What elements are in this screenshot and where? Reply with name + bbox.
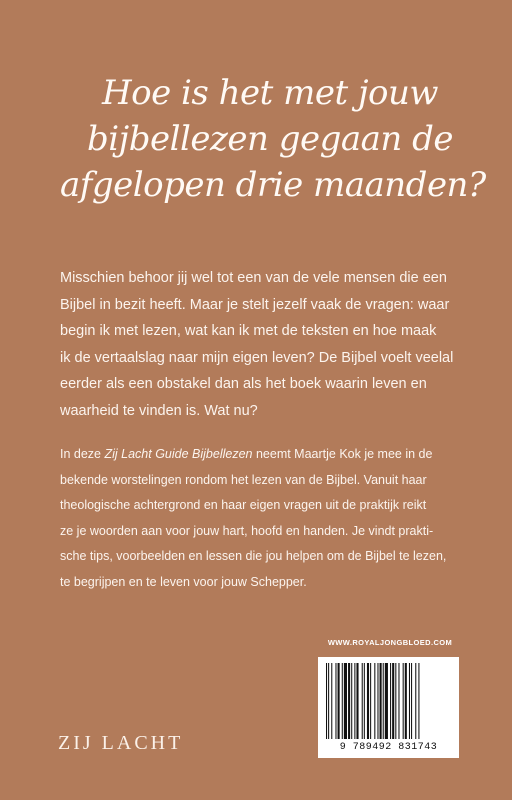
text-line: Bijbel in bezit heeft. Maar je stelt jezelf vaak de vragen: waar — [60, 296, 450, 313]
text-line: ze je woorden aan voor jouw hart, hoofd en handen. Je vindt prakti- — [60, 523, 434, 538]
barcode-bar — [385, 663, 388, 739]
publisher-url: WWW.ROYALJONGBLOED.COM — [327, 638, 453, 647]
headline-line: bijbellezen gegaan de — [87, 119, 453, 159]
barcode-bar — [362, 663, 363, 739]
barcode-bar — [392, 663, 394, 739]
isbn-number: 9 789492 831743 — [339, 742, 438, 753]
barcode-bar — [374, 663, 375, 739]
barcode-bar — [335, 663, 336, 739]
barcode-bar — [403, 663, 404, 739]
text-line: begin ik met lezen, wat kan ik met de teksten en hoe maak — [60, 323, 437, 339]
text-line: eerder als een obstakel dan als het boek waarin leven en — [60, 376, 427, 392]
text-fragment: In deze — [60, 447, 105, 461]
barcode-bar — [342, 663, 343, 739]
text-line: Misschien behoor jij wel tot een van de vele mensen die een — [60, 270, 447, 286]
barcode-bar — [331, 663, 332, 739]
barcode-bar — [418, 663, 419, 739]
barcode-bar — [398, 663, 399, 739]
barcode — [318, 657, 459, 758]
barcode-bar — [415, 663, 416, 739]
barcode-bar — [409, 663, 410, 739]
headline — [60, 70, 486, 208]
text-line: sche tips, voorbeelden en lessen die jou helpen om de Bijbel te lezen, — [60, 549, 447, 563]
book-title: Zij Lacht Guide Bijbellezen — [104, 447, 253, 461]
barcode-bar — [383, 663, 384, 739]
barcode-bar — [367, 663, 369, 739]
text-line — [60, 442, 460, 468]
barcode-bar — [377, 663, 378, 739]
barcode-bar — [326, 663, 327, 739]
barcode-bar — [356, 663, 358, 739]
intro-paragraph — [60, 265, 460, 424]
barcode-bar — [364, 663, 365, 739]
brand-logo-text: ZIJ LACHT — [58, 732, 184, 754]
barcode-bar — [328, 663, 329, 739]
description-paragraph — [60, 442, 460, 595]
barcode-bar — [370, 663, 371, 739]
barcode-bars — [324, 663, 453, 741]
barcode-bar — [338, 663, 340, 739]
barcode-bar — [344, 663, 347, 739]
text-line: bekende worstelingen rondom het lezen van de Bijbel. Vanuit haar — [60, 472, 427, 487]
barcode-bar — [354, 663, 355, 739]
headline-line: Hoe is het met jouw — [101, 73, 438, 113]
barcode-bar — [411, 663, 412, 739]
text-line: theologische achtergrond en haar eigen vragen uit de praktijk reikt — [60, 498, 427, 512]
text-line: ik de vertaalslag naar mijn eigen leven? De Bijbel voelt veelal — [60, 349, 454, 366]
barcode-bar — [348, 663, 350, 739]
barcode-bar — [395, 663, 396, 739]
barcode-bar — [351, 663, 352, 739]
headline-line: afgelopen drie maanden? — [60, 165, 486, 205]
barcode-bar — [390, 663, 391, 739]
text-fragment: neemt Maartje Kok je mee in de — [252, 447, 433, 461]
barcode-bar — [405, 663, 407, 739]
text-line: waarheid te vinden is. Wat nu? — [60, 402, 258, 419]
text-line: te begrijpen en te leven voor jouw Schepper. — [60, 574, 307, 589]
barcode-bar — [380, 663, 382, 739]
